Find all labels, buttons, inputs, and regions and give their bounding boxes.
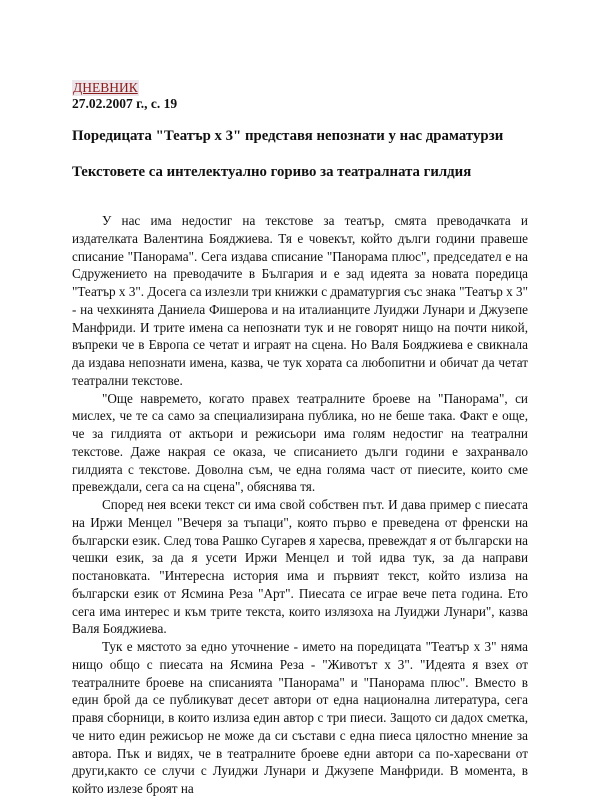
source-link[interactable]: ДНЕВНИК — [73, 80, 138, 95]
paragraph: Тук е мястото за едно уточнение - името на поредицата "Театър х 3" няма нищо общо с пиесата на Ясмина Реза - "Животът х 3". "Идеята я взех от театралните броеве на списанията "Панорама" и "Панорама плюс". Вместо в един брой да се публикуват десет автори от една национална литература, сега правя сборници, в които излиза един автор с три пиеси. Защото си дадох сметка, че нито един режисьор не може да си състави с една пиеса цялостно мнение за автора. Пък и видях, че в театралните броеве едни автори са по-харесвани от други,както се случи с Луиджи Лунари и Джузепе Манфриди. В момента, в който излезе броят на — [72, 639, 528, 796]
paragraph: У нас има недостиг на текстове за театър, смята преводачката и издателката Валентина Бояджиева. Тя е човекът, който дълги години правеше списание "Панорама". Сега издава списание "Панорама плюс", председател е на Сдружението на преводачите в България и е зад идеята за новата поредица "Театър х 3". Досега са излезли три книжки с драматургия със знака "Театър х 3" - на чехкинята Даниела Фишерова и на италианците Луиджи Лунари и Джузепе Манфриди. И трите имена са непознати тук и не говорят нищо на почти никой, въпреки че в Европа се четат и играят на сцена. Но Валя Бояджиева е свикнала да издава непознати имена, казва, че тук хората са любопитни и обичат да четат театрални текстове. — [72, 213, 528, 388]
article-title: Поредицата "Театър х 3" представя непознати у нас драматурзи — [72, 128, 504, 144]
article-body — [72, 212, 528, 798]
article-subtitle: Текстовете са интелектуално гориво за театралната гилдия — [72, 164, 472, 180]
publication-date: 27.02.2007 г., с. 19 — [72, 96, 178, 111]
paragraph: Според нея всеки текст си има свой собствен път. И дава пример с пиесата на Иржи Менцел "Вечеря за тъпаци", която първо е преведена от френски на български език. След това Рашко Сугарев я харесва, превеждат я от български на чешки език, за да я усети Иржи Менцел и той идва тук, за да направи постановката. "Интересна история има и първият текст, който излиза на български език от Ясмина Реза "Арт". Пиесата се играе вече пета година. Ето сега има интерес и към трите текста, които излязоха на Луиджи Лунари", казва Валя Бояджиева. — [72, 497, 528, 637]
paragraph: "Още навремето, когато правех театралните броеве на "Панорама", си мислех, че те са само за специализирана публика, но не беше така. Факт е още, че за гилдията от актьори и режисьори има голям недостиг на театрални текстове. Даже накрая се оказа, че списанието дълги години е захранвало гилдията с текстове. Доволна съм, че една голяма част от пиесите, които сме превеждали, сега са на сцена", обяснява тя. — [72, 390, 528, 495]
